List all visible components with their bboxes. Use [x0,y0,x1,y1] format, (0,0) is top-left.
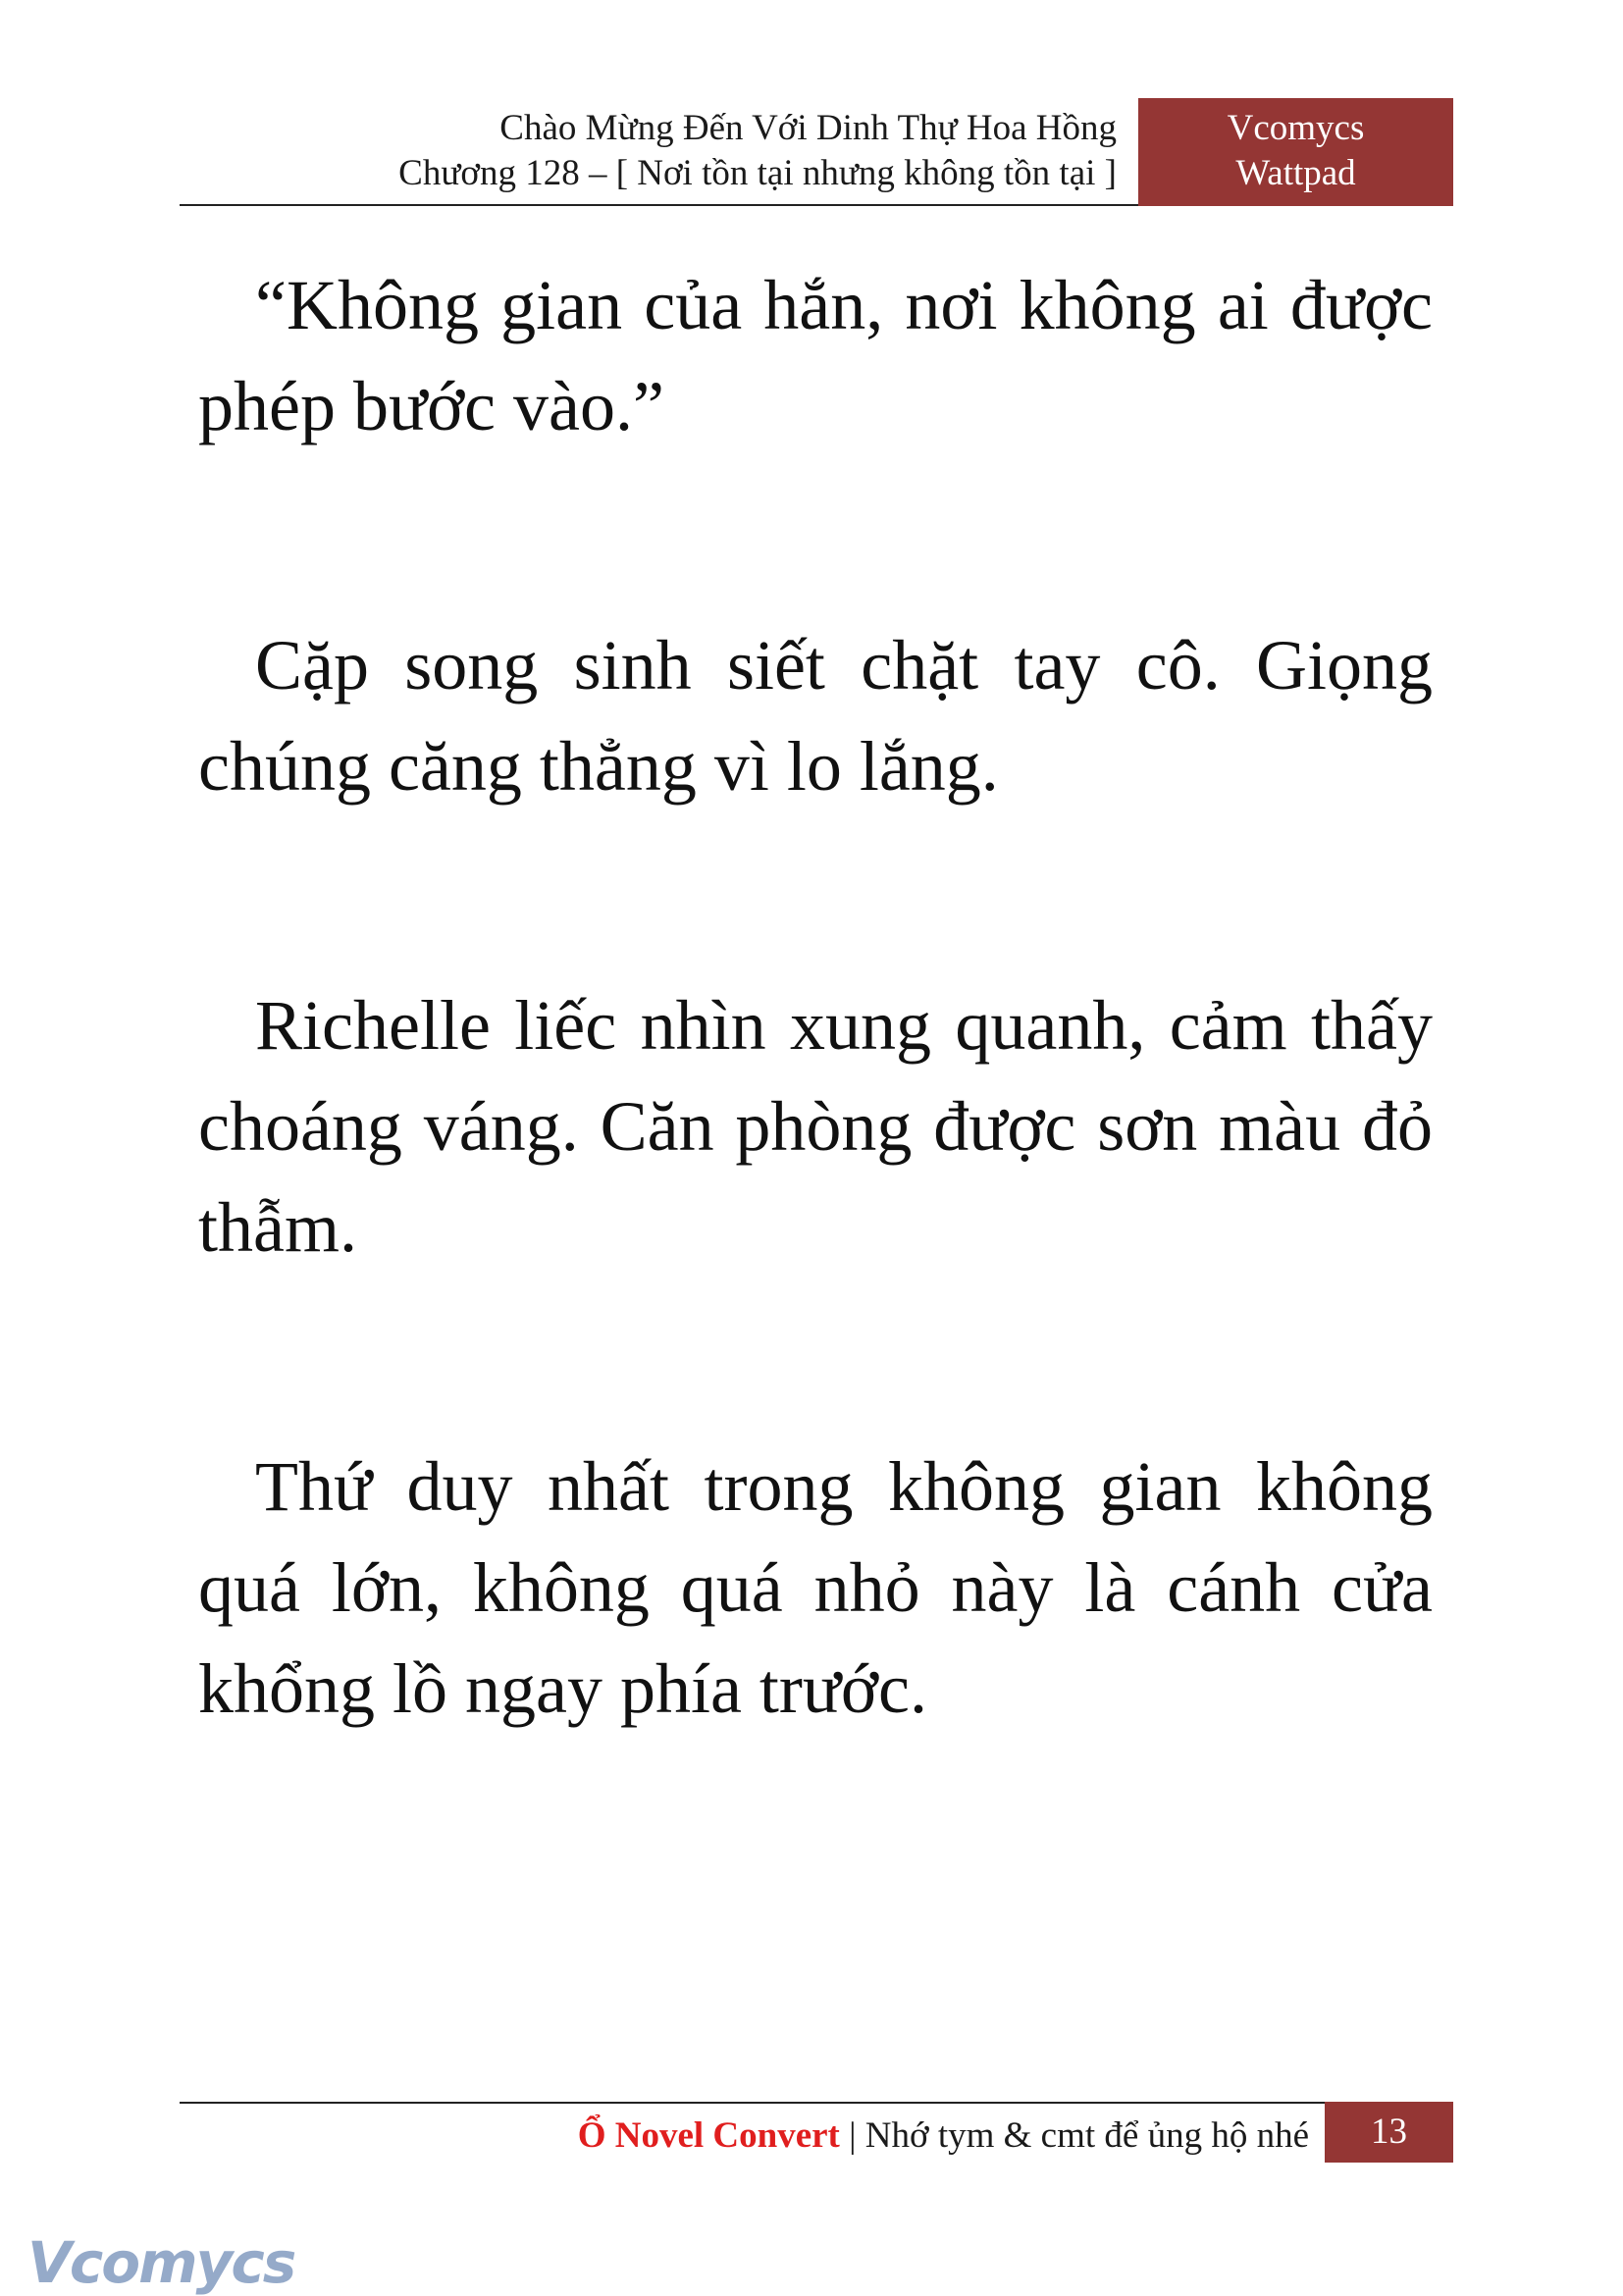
footer-message: Nhớ tym & cmt để ủng hộ nhé [864,2115,1309,2156]
badge-line-wattpad: Wattpad [1235,153,1356,193]
header-badge [1138,98,1453,206]
vcomycs-watermark-logo: Vcomycs [27,2229,295,2296]
badge-line-vcomycs: Vcomycs [1227,108,1365,148]
paragraph: Cặp song sinh siết chặt tay cô. Giọng chúng căng thẳng vì lo lắng. [198,626,1433,806]
page-number: 13 [1325,2102,1453,2163]
book-title: Chào Mừng Đến Với Dinh Thự Hoa Hồng [499,108,1117,148]
footer-brand: Ổ Novel Convert [577,2115,840,2156]
footer-divider [180,2102,1325,2104]
page-body [198,255,1433,1898]
running-header [177,106,1117,196]
footer-separator: | [849,2115,857,2156]
paragraph: “Không gian của hắn, nơi không ai được phép bước vào.” [198,266,1433,445]
chapter-title: Chương 128 – [ Nơi tồn tại nhưng không tồn tại ] [398,153,1117,193]
footer [432,2112,1309,2161]
paragraph: Richelle liếc nhìn xung quanh, cảm thấy choáng váng. Căn phòng được sơn màu đỏ thẫm. [198,986,1433,1267]
header-divider [180,204,1138,206]
paragraph: Thứ duy nhất trong không gian không quá lớn, không quá nhỏ này là cánh cửa khổng lồ ngay phía trước. [198,1447,1433,1728]
